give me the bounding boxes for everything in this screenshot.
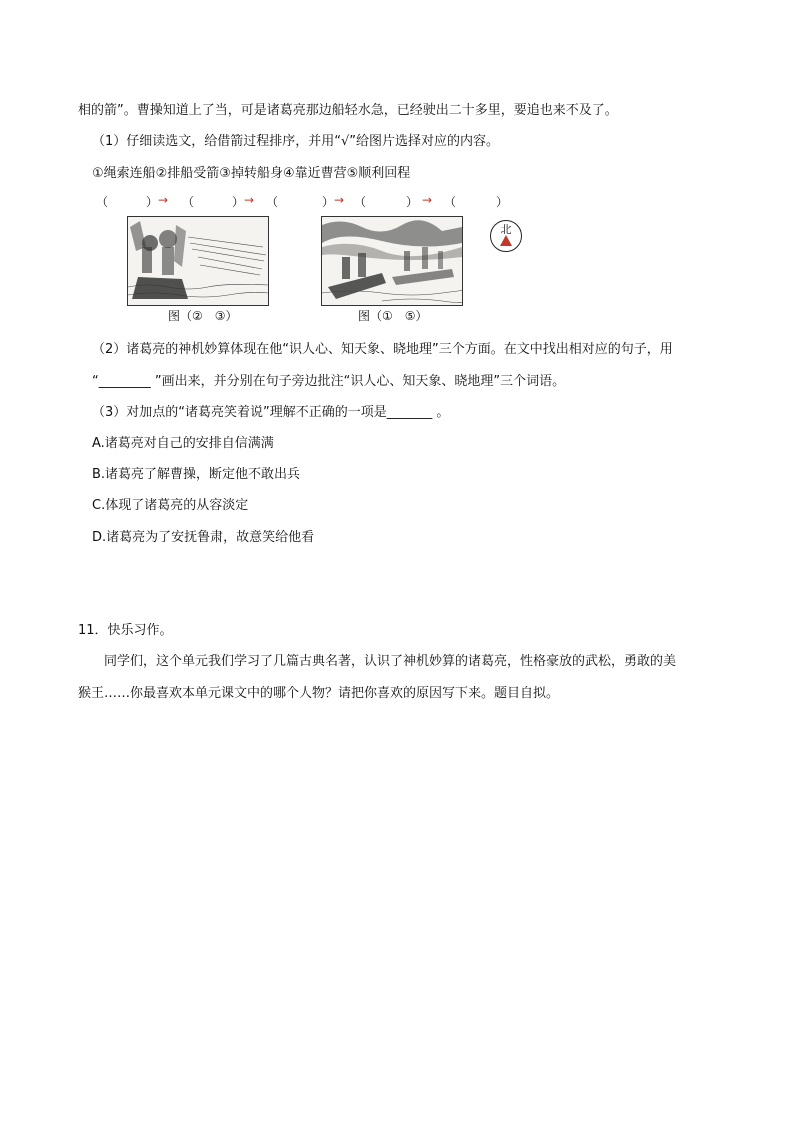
question-2-line-1: （2）诸葛亮的神机妙算体现在他“识人心、知天象、晓地理”三个方面。在文中找出相对应的句子，用 [92, 342, 673, 357]
sequence-arrow-4: → [422, 193, 433, 207]
sequence-blank-4-close: ） [406, 195, 419, 209]
illustration-left-caption: 图（② ③） [168, 309, 238, 323]
question-3-option-c[interactable]: C.体现了诸葛亮的从容淡定 [92, 498, 249, 513]
question-3-option-a[interactable]: A.诸葛亮对自己的安排自信满满 [92, 436, 274, 451]
sequence-blank-3-open[interactable]: （ [266, 195, 279, 209]
north-arrow-icon [500, 235, 512, 246]
question-3-option-d[interactable]: D.诸葛亮为了安抚鲁肃，故意笑给他看 [92, 530, 315, 545]
compass-north-label: 北 [500, 223, 512, 236]
passage-end-text: 相的箭”。曹操知道上了当，可是诸葛亮那边船轻水急，已经驶出二十多里，要追也来不及了。 [78, 103, 618, 118]
sequence-blank-4-open[interactable]: （ [354, 195, 367, 209]
illustration-left-drawing [128, 217, 268, 305]
question-3-option-b[interactable]: B.诸葛亮了解曹操，断定他不敢出兵 [92, 467, 301, 482]
question-11-title: 11．快乐习作。 [78, 623, 173, 638]
sequence-blank-1-close: ） [146, 195, 159, 209]
question-11-line-2: 猴王……你最喜欢本单元课文中的哪个人物？请把你喜欢的原因写下来。题目自拟。 [78, 686, 560, 701]
sequence-answer-row [96, 193, 516, 211]
illustration-right-drawing [322, 217, 462, 305]
illustration-right [321, 216, 463, 306]
question-11-line-1: 同学们，这个单元我们学习了几篇古典名著，认识了神机妙算的诸葛亮，性格豪放的武松，勇敢的美 [104, 654, 677, 669]
question-1-prompt: （1）仔细读选文，给借箭过程排序，并用“√”给图片选择对应的内容。 [92, 134, 500, 149]
illustration-right-caption: 图（① ⑤） [358, 309, 428, 323]
compass-icon [490, 220, 522, 252]
sequence-blank-5-close: ） [496, 195, 509, 209]
sequence-arrow-3: → [334, 193, 345, 207]
sequence-blank-2-open[interactable]: （ [182, 195, 195, 209]
sequence-blank-2-close: ） [232, 195, 245, 209]
sequence-blank-5-open[interactable]: （ [444, 195, 457, 209]
illustration-left [127, 216, 269, 306]
question-3-prompt: （3）对加点的“诸葛亮笑着说”理解不正确的一项是_______ 。 [92, 405, 450, 420]
sequence-blank-1-open[interactable]: （ [96, 195, 109, 209]
sequence-arrow-2: → [244, 193, 255, 207]
sequence-arrow-1: → [158, 193, 169, 207]
question-1-options: ①绳索连船②排船受箭③掉转船身④靠近曹营⑤顺利回程 [92, 166, 411, 181]
question-2-line-2: “________ ”画出来，并分别在句子旁边批注“识人心、知天象、晓地理”三个词语。 [92, 374, 566, 389]
sequence-blank-3-close: ） [322, 195, 335, 209]
